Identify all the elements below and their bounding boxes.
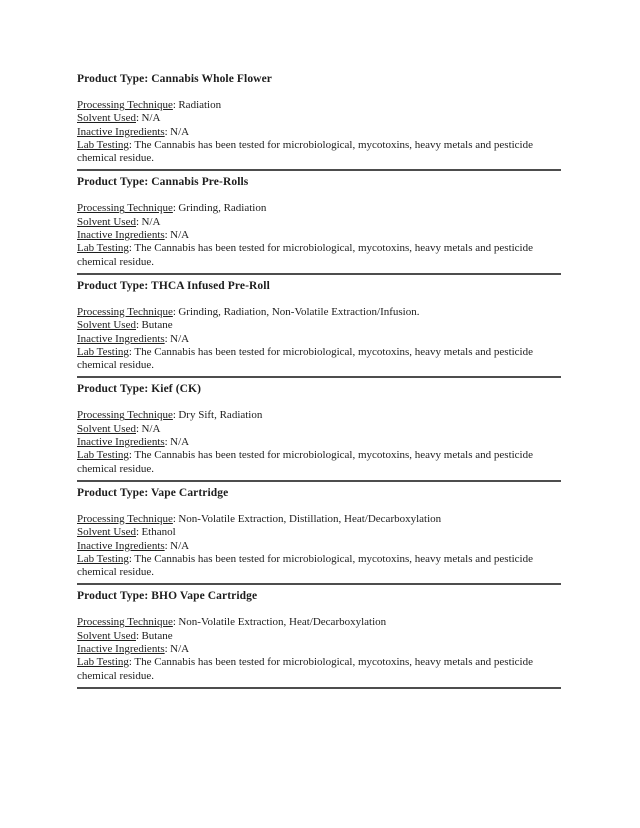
product-type-value: Kief (CK)	[151, 383, 202, 396]
inactive-ingredients-row	[77, 436, 561, 449]
section-divider	[77, 169, 561, 171]
lab-testing-row	[77, 139, 561, 166]
colon: :	[172, 305, 176, 318]
colon: :	[172, 512, 176, 525]
processing-technique-value: Non-Volatile Extraction, Heat/Decarboxylation	[178, 616, 387, 629]
inactive-ingredients-row	[77, 540, 561, 553]
processing-technique-row	[77, 306, 561, 319]
product-type-heading	[77, 72, 561, 86]
colon: :	[135, 319, 140, 332]
solvent-used-row	[77, 112, 561, 125]
product-type-heading	[77, 279, 561, 293]
section-divider	[77, 583, 561, 585]
product-type-heading	[77, 589, 561, 603]
inactive-ingredients-value: N/A	[170, 539, 190, 552]
product-type-heading	[77, 486, 561, 500]
solvent-used-value: N/A	[141, 112, 161, 125]
product-type-value: Vape Cartridge	[151, 486, 229, 499]
colon: :	[164, 539, 168, 552]
product-details	[77, 513, 561, 579]
product-details	[77, 202, 561, 268]
colon: :	[135, 112, 140, 125]
solvent-used-label: Solvent Used	[77, 319, 136, 332]
colon: :	[164, 643, 168, 656]
colon: :	[135, 526, 140, 539]
solvent-used-label: Solvent Used	[77, 526, 136, 539]
product-type-label: Product Type:	[77, 73, 149, 85]
inactive-ingredients-label: Inactive Ingredients	[77, 539, 165, 552]
lab-testing-row	[77, 656, 561, 683]
processing-technique-row	[77, 202, 561, 215]
processing-technique-label: Processing Technique	[77, 99, 173, 111]
section-divider	[77, 273, 561, 275]
colon: :	[128, 449, 132, 462]
colon: :	[172, 202, 176, 215]
lab-testing-row	[77, 346, 561, 373]
processing-technique-value: Grinding, Radiation	[178, 202, 267, 215]
solvent-used-label: Solvent Used	[77, 422, 136, 435]
lab-testing-label: Lab Testing	[77, 345, 129, 358]
lab-testing-label: Lab Testing	[77, 656, 129, 669]
colon: :	[164, 436, 168, 449]
product-type-value: Cannabis Pre-Rolls	[151, 176, 249, 189]
product-type-value: THCA Infused Pre-Roll	[151, 279, 270, 292]
lab-testing-value: The Cannabis has been tested for microbiological, mycotoxins, heavy metals and pesticide chemical residue.	[77, 449, 533, 475]
processing-technique-row	[77, 616, 561, 629]
product-type-heading	[77, 175, 561, 189]
colon: :	[128, 345, 132, 358]
product-section	[77, 175, 561, 274]
product-type-value: Cannabis Whole Flower	[151, 73, 272, 85]
product-section	[77, 382, 561, 481]
lab-testing-value: The Cannabis has been tested for microbiological, mycotoxins, heavy metals and pesticide chemical residue.	[77, 138, 533, 165]
colon: :	[164, 229, 168, 242]
colon: :	[128, 138, 132, 151]
processing-technique-row	[77, 513, 561, 526]
inactive-ingredients-value: N/A	[170, 332, 190, 345]
section-divider	[77, 687, 561, 689]
solvent-used-value: Butane	[141, 319, 173, 332]
colon: :	[135, 422, 140, 435]
product-details	[77, 409, 561, 475]
inactive-ingredients-row	[77, 126, 561, 139]
solvent-used-value: N/A	[141, 215, 161, 228]
inactive-ingredients-label: Inactive Ingredients	[77, 125, 165, 138]
solvent-used-value: Butane	[141, 629, 173, 642]
colon: :	[135, 629, 140, 642]
processing-technique-label: Processing Technique	[77, 512, 173, 525]
processing-technique-label: Processing Technique	[77, 616, 173, 629]
product-details	[77, 99, 561, 165]
inactive-ingredients-row	[77, 229, 561, 242]
colon: :	[135, 215, 140, 228]
product-section	[77, 279, 561, 378]
solvent-used-row	[77, 526, 561, 539]
solvent-used-row	[77, 423, 561, 436]
document-body	[77, 72, 561, 693]
processing-technique-label: Processing Technique	[77, 305, 173, 318]
product-section	[77, 72, 561, 171]
inactive-ingredients-value: N/A	[170, 643, 190, 656]
solvent-used-row	[77, 630, 561, 643]
section-divider	[77, 376, 561, 378]
colon: :	[172, 616, 176, 629]
lab-testing-label: Lab Testing	[77, 242, 129, 255]
solvent-used-label: Solvent Used	[77, 215, 136, 228]
inactive-ingredients-row	[77, 333, 561, 346]
processing-technique-value: Dry Sift, Radiation	[178, 409, 263, 422]
product-details	[77, 616, 561, 682]
inactive-ingredients-row	[77, 643, 561, 656]
lab-testing-value: The Cannabis has been tested for microbiological, mycotoxins, heavy metals and pesticide chemical residue.	[77, 345, 533, 372]
lab-testing-value: The Cannabis has been tested for microbiological, mycotoxins, heavy metals and pesticide chemical residue.	[77, 242, 533, 268]
product-type-value: BHO Vape Cartridge	[151, 590, 258, 603]
colon: :	[172, 99, 176, 111]
lab-testing-value: The Cannabis has been tested for microbiological, mycotoxins, heavy metals and pesticide chemical residue.	[77, 656, 533, 682]
solvent-used-row	[77, 216, 561, 229]
solvent-used-row	[77, 319, 561, 332]
product-type-label: Product Type:	[77, 590, 149, 603]
processing-technique-value: Radiation	[178, 99, 222, 111]
lab-testing-value: The Cannabis has been tested for microbiological, mycotoxins, heavy metals and pesticide chemical residue.	[77, 552, 533, 579]
colon: :	[128, 552, 132, 565]
solvent-used-label: Solvent Used	[77, 112, 136, 125]
inactive-ingredients-label: Inactive Ingredients	[77, 643, 165, 656]
product-type-label: Product Type:	[77, 279, 149, 292]
lab-testing-label: Lab Testing	[77, 552, 129, 565]
inactive-ingredients-value: N/A	[170, 125, 190, 138]
colon: :	[128, 242, 132, 255]
solvent-used-value: N/A	[141, 422, 161, 435]
colon: :	[128, 656, 132, 669]
colon: :	[164, 125, 168, 138]
solvent-used-value: Ethanol	[141, 526, 176, 539]
solvent-used-label: Solvent Used	[77, 629, 136, 642]
inactive-ingredients-label: Inactive Ingredients	[77, 229, 165, 242]
lab-testing-row	[77, 449, 561, 476]
processing-technique-row	[77, 409, 561, 422]
product-type-label: Product Type:	[77, 383, 149, 396]
section-divider	[77, 480, 561, 482]
inactive-ingredients-label: Inactive Ingredients	[77, 436, 165, 449]
processing-technique-value: Non-Volatile Extraction, Distillation, Heat/Decarboxylation	[178, 512, 442, 525]
processing-technique-label: Processing Technique	[77, 409, 173, 422]
product-section	[77, 486, 561, 585]
processing-technique-row	[77, 99, 561, 112]
product-section	[77, 589, 561, 688]
colon: :	[172, 409, 176, 422]
lab-testing-row	[77, 242, 561, 269]
product-details	[77, 306, 561, 372]
lab-testing-label: Lab Testing	[77, 138, 129, 151]
inactive-ingredients-label: Inactive Ingredients	[77, 332, 165, 345]
product-type-label: Product Type:	[77, 486, 149, 499]
processing-technique-value: Grinding, Radiation, Non-Volatile Extraction/Infusion.	[178, 305, 420, 318]
colon: :	[164, 332, 168, 345]
lab-testing-row	[77, 553, 561, 580]
lab-testing-label: Lab Testing	[77, 449, 129, 462]
inactive-ingredients-value: N/A	[170, 229, 190, 242]
processing-technique-label: Processing Technique	[77, 202, 173, 215]
inactive-ingredients-value: N/A	[170, 436, 190, 449]
product-type-label: Product Type:	[77, 176, 149, 189]
product-type-heading	[77, 382, 561, 396]
